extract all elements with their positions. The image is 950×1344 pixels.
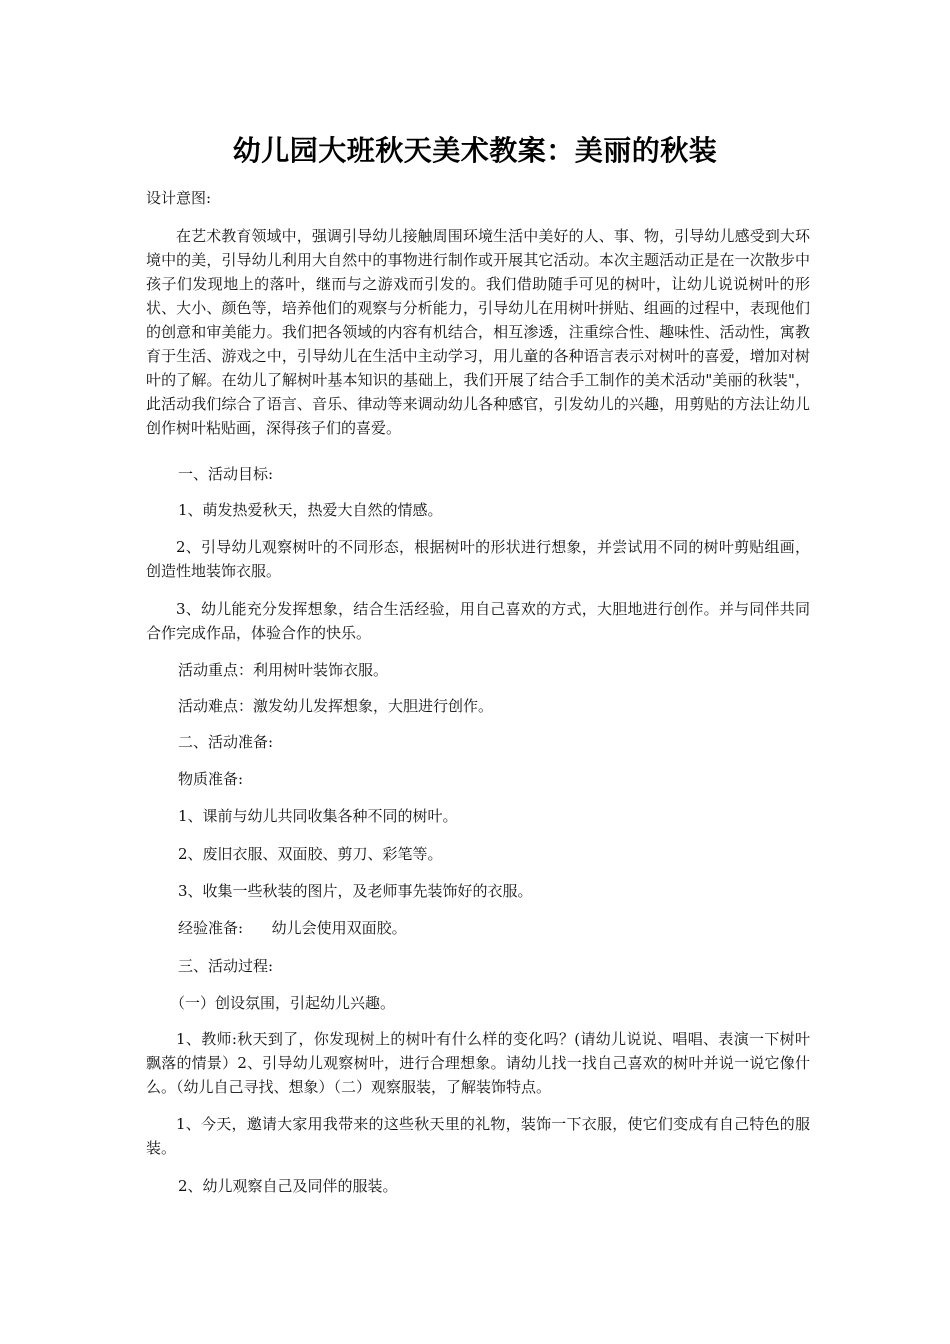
- process-heading: 三、活动过程:: [178, 957, 274, 975]
- material-prep-label: 物质准备:: [178, 770, 244, 788]
- goal-item-2: 2、引导幼儿观察树叶的不同形态，根据树叶的形状进行想象，并尝试用不同的树叶剪贴组画，创造性地装饰衣服。: [146, 538, 810, 580]
- experience-prep: 经验准备: 幼儿会使用双面胶。: [178, 919, 407, 937]
- difficulty-point: 活动难点：激发幼儿发挥想象，大胆进行创作。: [178, 697, 494, 715]
- prep-heading: 二、活动准备:: [178, 733, 274, 751]
- prep-item-1: 1、课前与幼儿共同收集各种不同的树叶。: [178, 807, 458, 825]
- step-1-heading: （一）创设氛围，引起幼儿兴趣。: [170, 994, 396, 1012]
- prep-item-2: 2、废旧衣服、双面胶、剪刀、彩笔等。: [178, 845, 443, 863]
- step-1-paragraph: 1、教师:秋天到了，你发现树上的树叶有什么样的变化吗？(请幼儿说说、唱唱、表演一下树叶飘落的情景）2、引导幼儿观察树叶，进行合理想象。请幼儿找一找自己喜欢的树叶并说一说它像什么。（幼儿自己寻找、想象）（二）观察服装，了解装饰特点。: [146, 1030, 810, 1096]
- design-intent-label: 设计意图:: [146, 189, 212, 207]
- goals-heading: 一、活动目标:: [178, 465, 274, 483]
- key-point: 活动重点：利用树叶装饰衣服。: [178, 661, 389, 679]
- prep-item-3: 3、收集一些秋装的图片，及老师事先装饰好的衣服。: [178, 882, 533, 900]
- goal-item-3: 3、幼儿能充分发挥想象，结合生活经验，用自己喜欢的方式，大胆地进行创作。并与同伴共同合作完成作品，体验合作的快乐。: [146, 600, 810, 642]
- step-2-item-1: 1、今天，邀请大家用我带来的这些秋天里的礼物，装饰一下衣服，使它们变成有自己特色的服装。: [146, 1115, 810, 1157]
- design-intent-paragraph: 在艺术教育领域中，强调引导幼儿接触周围环境生活中美好的人、事、物，引导幼儿感受到大环境中的美，引导幼儿利用大自然中的事物进行制作或开展其它活动。本次主题活动正是在一次散步中孩子们发现地上的落叶，继而与之游戏而引发的。我们借助随手可见的树叶，让幼儿说说树叶的形状、大小、颜色等，培养他们的观察与分析能力，引导幼儿在用树叶拼贴、组画的过程中，表现他们的创意和审美能力。我们把各领域的内容有机结合，相互渗透，注重综合性、趣味性、活动性，寓教育于生活、游戏之中，引导幼儿在生活中主动学习，用儿童的各种语言表示对树叶的喜爱，增加对树叶的了解。在幼儿了解树叶基本知识的基础上，我们开展了结合手工制作的美术活动"美丽的秋装"，此活动我们综合了语言、音乐、律动等来调动幼儿各种感官，引发幼儿的兴趣，用剪贴的方法让幼儿创作树叶粘贴画，深得孩子们的喜爱。: [146, 227, 810, 437]
- document-title: 幼儿园大班秋天美术教案：美丽的秋装: [232, 134, 718, 167]
- step-2-item-2: 2、幼儿观察自己及同伴的服装。: [178, 1177, 398, 1195]
- goal-item-1: 1、萌发热爱秋天，热爱大自然的情感。: [178, 501, 443, 519]
